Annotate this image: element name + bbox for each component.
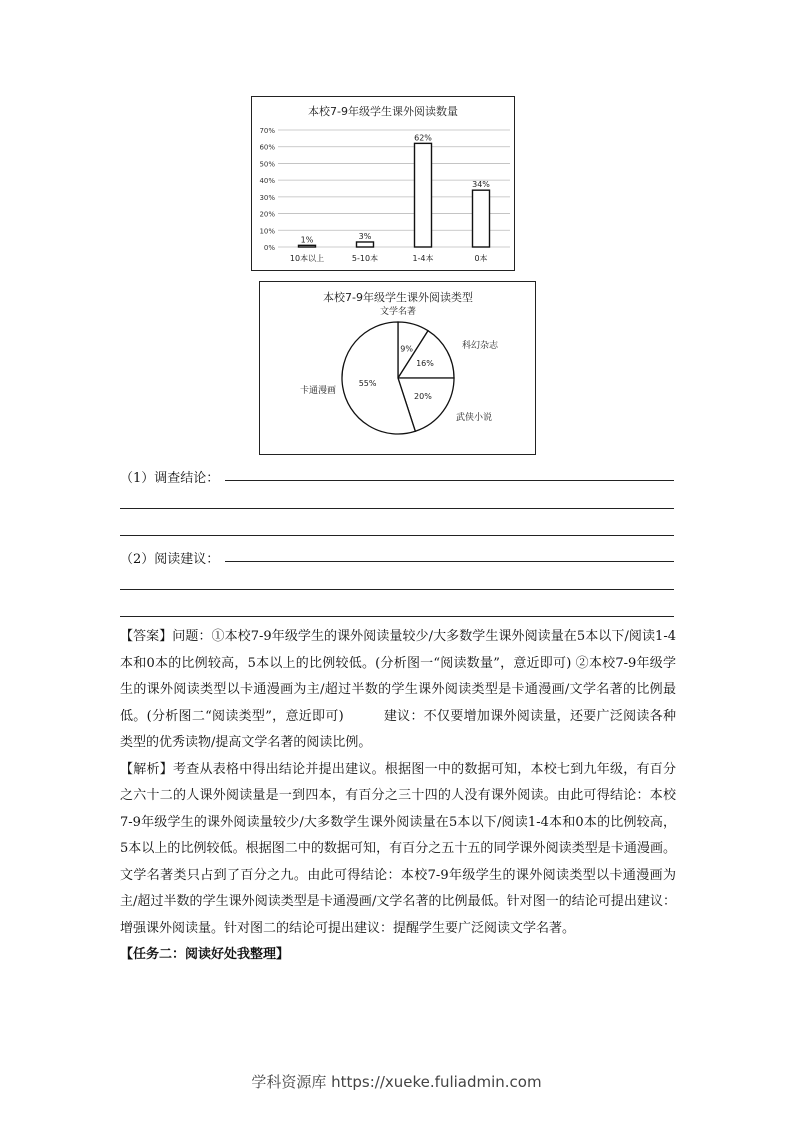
bar-data-label: 34% bbox=[472, 180, 490, 190]
pie-slice-label: 科幻杂志 bbox=[462, 341, 499, 351]
pie-slice-label: 卡通漫画 bbox=[299, 386, 336, 396]
y-tick-label: 60% bbox=[259, 143, 275, 152]
pie-chart-title: 本校7-9年级学生课外阅读类型 bbox=[323, 291, 473, 304]
analysis-paragraph bbox=[120, 757, 676, 943]
y-tick-label: 10% bbox=[259, 227, 275, 236]
bar-data-label: 1% bbox=[300, 235, 314, 245]
x-tick-label: 5-10本 bbox=[351, 254, 379, 263]
pie-pct-label: 16% bbox=[416, 359, 434, 369]
answer-paragraph bbox=[120, 624, 676, 757]
answer-line[interactable] bbox=[120, 589, 674, 590]
answer-line[interactable] bbox=[120, 508, 674, 509]
y-tick-label: 0% bbox=[263, 244, 275, 252]
bar bbox=[473, 190, 490, 247]
answer-line[interactable] bbox=[120, 535, 674, 536]
bar-chart bbox=[251, 96, 515, 271]
pie-slice-label: 文学名著 bbox=[379, 307, 417, 317]
bar bbox=[357, 242, 374, 247]
y-tick-label: 70% bbox=[259, 127, 275, 135]
question-1-label: （1）调查结论： bbox=[120, 471, 220, 486]
task2-heading: 【任务二：阅读好处我整理】 bbox=[120, 947, 290, 962]
bar bbox=[415, 143, 432, 247]
x-tick-label: 10本以上 bbox=[289, 254, 325, 263]
answer-text: 问题：①本校7-9年级学生的课外阅读量较少/大多数学生课外阅读量在5本以下/阅读1-4本和0本的比例较高，5本以上的比例较低。(分析图一“阅读数量”，意近即可) ②本校7-9年级学生的课外阅读类型以卡通漫画为主/超过半数的学生课外阅读类型是卡通漫画/文学名著的比例最低。(分析图二“阅读类型”，意近即可) 建议：不仅要增加课外阅读量，还要广泛阅读各种类型的优秀读物/提高文学名著的阅读比例。 bbox=[120, 629, 676, 750]
pie-pct-label: 20% bbox=[414, 392, 432, 402]
bar-data-label: 62% bbox=[414, 133, 432, 143]
pie-chart-svg bbox=[260, 282, 535, 454]
answer-line[interactable] bbox=[120, 616, 674, 617]
bar-chart-title: 本校7-9年级学生课外阅读数量 bbox=[308, 105, 458, 118]
page-footer: 学科资源库 https://xueke.fuliadmin.com bbox=[251, 1073, 542, 1091]
y-tick-label: 30% bbox=[259, 193, 275, 202]
x-tick-label: 0本 bbox=[474, 254, 488, 263]
answer-line[interactable] bbox=[225, 561, 674, 562]
answer-analysis-section bbox=[120, 624, 676, 969]
pie-pct-label: 55% bbox=[358, 378, 377, 388]
bar-chart-svg bbox=[252, 97, 514, 270]
pie-chart bbox=[259, 281, 536, 455]
pie-slice-label: 武侠小说 bbox=[456, 413, 493, 423]
question-2-label: （2）阅读建议： bbox=[120, 552, 220, 567]
bar-data-label: 3% bbox=[358, 231, 372, 241]
x-tick-label: 1-4本 bbox=[412, 254, 434, 263]
y-tick-label: 20% bbox=[259, 210, 275, 219]
analysis-text: 考查从表格中得出结论并提出建议。根据图一中的数据可知，本校七到九年级，有百分之六十二的人课外阅读量是一到四本，有百分之三十四的人没有课外阅读。由此可得结论：本校7-9年级学生的课外阅读量较少/大多数学生课外阅读量在5本以下/阅读1-4本和0本的比例较高，5本以上的比例较低。根据图二中的数据可知，有百分之五十五的同学课外阅读类型是卡通漫画。文学名著类只占到了百分之九。由此可得结论：本校7-9年级学生的课外阅读类型以卡通漫画为主/超过半数的学生课外阅读类型是卡通漫画/文学名著的比例最低。针对图一的结论可提出建议：增强课外阅读量。针对图二的结论可提出建议：提醒学生要广泛阅读文学名著。 bbox=[120, 761, 676, 936]
bar bbox=[299, 245, 316, 247]
answer-line[interactable] bbox=[225, 480, 674, 481]
analysis-tag: 【解析】 bbox=[120, 761, 173, 777]
y-tick-label: 40% bbox=[259, 177, 275, 186]
pie-pct-label: 9% bbox=[400, 344, 413, 354]
answer-tag: 【答案】 bbox=[120, 629, 173, 644]
y-tick-label: 50% bbox=[259, 160, 275, 169]
